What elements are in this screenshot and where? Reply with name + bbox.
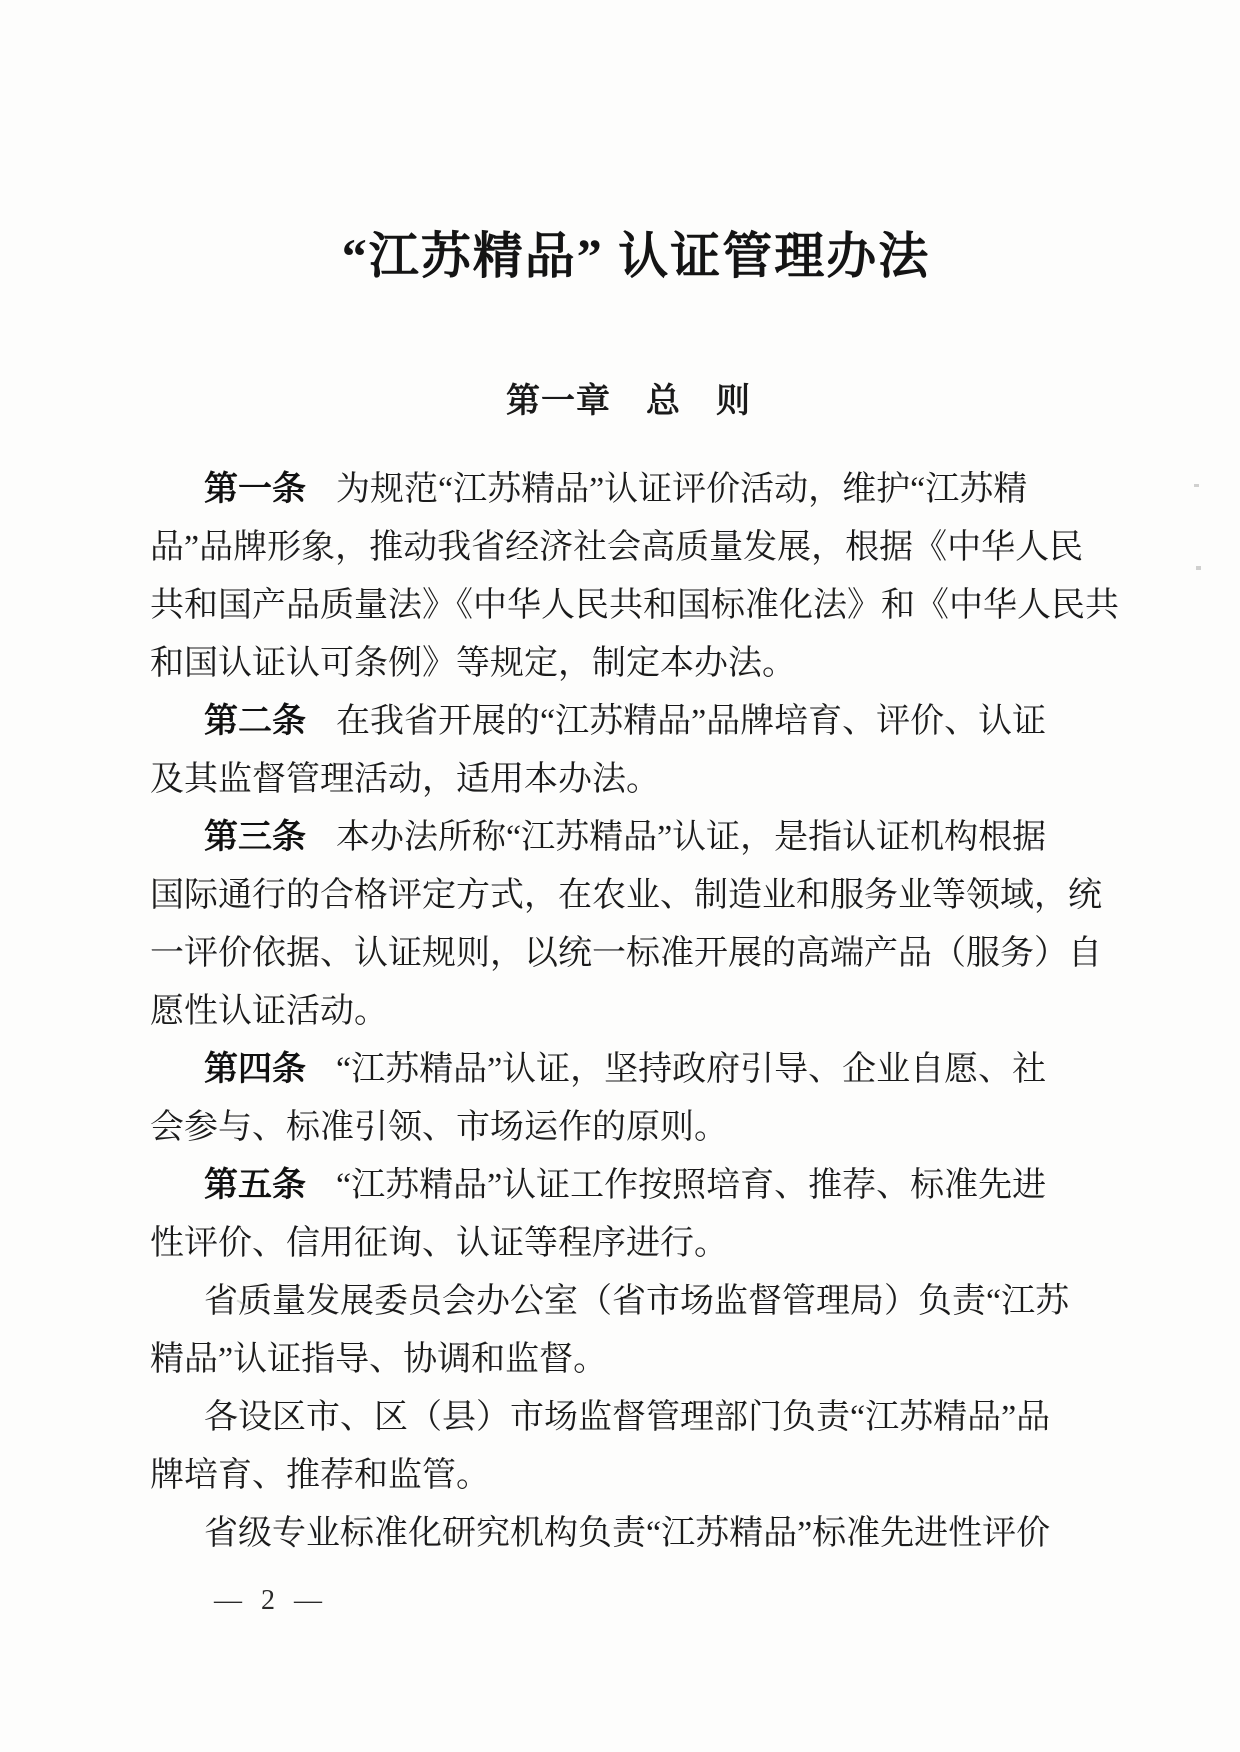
text-line (150, 1447, 1100, 1505)
document-title: “江苏精品” 认证管理办法 (341, 228, 931, 284)
line-text: 为规范“江苏精品”认证评价活动，维护“江苏精 (336, 471, 1028, 508)
text-line (150, 809, 1100, 867)
text-line (150, 1099, 1100, 1157)
text-line (150, 867, 1100, 925)
text-line (150, 1505, 1100, 1563)
line-text: 品”品牌形象，推动我省经济社会高质量发展，根据《中华人民 (150, 529, 1084, 566)
chapter-heading: 第一章 总 则 (506, 383, 751, 420)
document-body (150, 461, 1119, 1563)
text-line (150, 1215, 1100, 1273)
page-number: — 2 — (214, 1585, 328, 1616)
line-text: 会参与、标准引领、市场运作的原则。 (150, 1109, 728, 1146)
article-number: 第一条 (204, 471, 306, 508)
line-text: 共和国产品质量法》《中华人民共和国标准化法》和《中华人民共 (150, 587, 1119, 624)
line-text: 牌培育、推荐和监管。 (150, 1457, 490, 1494)
text-line (150, 461, 1100, 519)
text-line (150, 925, 1100, 983)
line-text: 精品”认证指导、协调和监督。 (150, 1341, 608, 1378)
line-text: 在我省开展的“江苏精品”品牌培育、评价、认证 (336, 703, 1047, 740)
text-line (150, 1389, 1100, 1447)
line-text: 省质量发展委员会办公室（省市场监督管理局）负责“江苏 (204, 1283, 1070, 1320)
article-number: 第三条 (204, 819, 306, 856)
text-line (150, 1157, 1100, 1215)
article-number: 第二条 (204, 703, 306, 740)
line-text: 国际通行的合格评定方式，在农业、制造业和服务业等领域，统 (150, 877, 1102, 914)
text-line (150, 983, 1100, 1041)
line-text: 本办法所称“江苏精品”认证，是指认证机构根据 (336, 819, 1047, 856)
line-text: 一评价依据、认证规则，以统一标准开展的高端产品（服务）自 (150, 935, 1102, 972)
line-text: “江苏精品”认证工作按照培育、推荐、标准先进 (336, 1167, 1047, 1204)
text-line (150, 693, 1100, 751)
line-text: “江苏精品”认证，坚持政府引导、企业自愿、社 (336, 1051, 1047, 1088)
line-text: 和国认证认可条例》等规定，制定本办法。 (150, 645, 796, 682)
scan-speck (1196, 566, 1201, 570)
article-number: 第四条 (204, 1051, 306, 1088)
line-text: 性评价、信用征询、认证等程序进行。 (150, 1225, 728, 1262)
text-line (150, 577, 1119, 635)
text-line (150, 1041, 1100, 1099)
text-line (150, 635, 1100, 693)
scan-speck (1194, 484, 1199, 487)
line-text: 愿性认证活动。 (150, 993, 388, 1030)
line-text: 各设区市、区（县）市场监督管理部门负责“江苏精品”品 (204, 1399, 1051, 1436)
text-line (150, 1331, 1100, 1389)
line-text: 及其监督管理活动，适用本办法。 (150, 761, 660, 798)
line-text: 省级专业标准化研究机构负责“江苏精品”标准先进性评价 (204, 1515, 1051, 1552)
text-line (150, 751, 1100, 809)
text-line (150, 1273, 1100, 1331)
article-number: 第五条 (204, 1167, 306, 1204)
text-line (150, 519, 1100, 577)
